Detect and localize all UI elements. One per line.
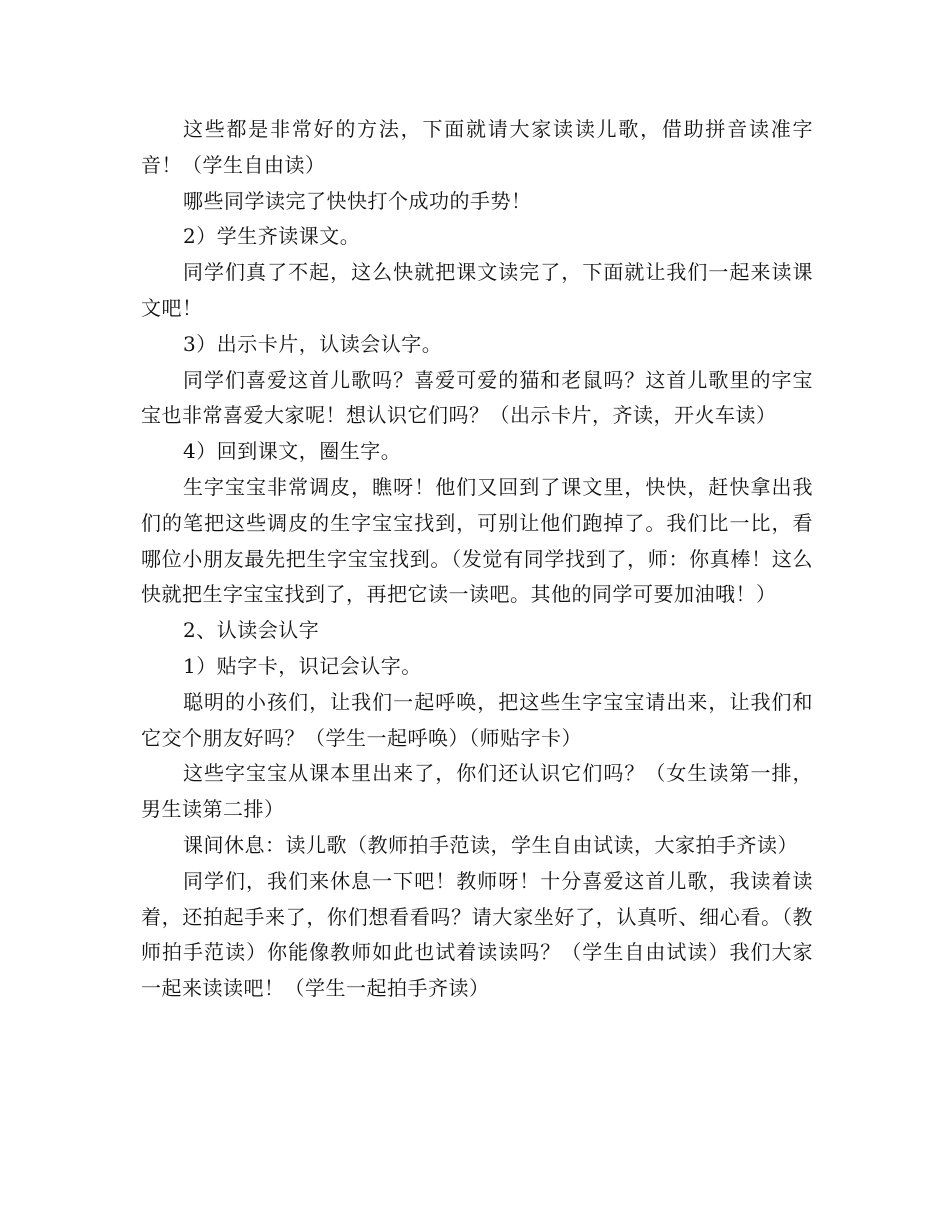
paragraph: 1）贴字卡，识记会认字。 bbox=[183, 653, 422, 678]
paragraph: 2）学生齐读课文。 bbox=[183, 224, 361, 249]
paragraph: 同学们真了不起，这么快就把课文读完了，下面就让我们一起来读课文吧！ bbox=[141, 260, 813, 320]
paragraph: 同学们，我们来休息一下吧！教师呀！十分喜爱这首儿歌，我读着读着，还拍起手来了，你们想看看吗？请大家坐好了，认真听、细心看。（教师拍手范读）你能像教师如此也试着读读吗？（学生自由试读）我们大家一起来读读吧！（学生一起拍手齐读） bbox=[141, 868, 813, 1001]
paragraph: 这些字宝宝从课本里出来了，你们还认识它们吗？（女生读第一排，男生读第二排） bbox=[141, 761, 813, 822]
document-page bbox=[141, 112, 813, 1007]
paragraph: 这些都是非常好的方法，下面就请大家读读儿歌，借助拼音读准字音！（学生自由读） bbox=[141, 117, 813, 177]
paragraph: 哪些同学读完了快快打个成功的手势！ bbox=[183, 188, 532, 213]
paragraph: 课间休息：读儿歌（教师拍手范读，学生自由试读，大家拍手齐读） bbox=[183, 832, 798, 857]
paragraph: 生字宝宝非常调皮，瞧呀！他们又回到了课文里，快快，赶快拿出我们的笔把这些调皮的生字宝宝找到，可别让他们跑掉了。我们比一比，看哪位小朋友最先把生字宝宝找到。（发觉有同学找到了，师：你真棒！这么快就把生字宝宝找到了，再把它读一读吧。其他的同学可要加油哦！） bbox=[141, 474, 813, 607]
paragraph: 2、认读会认字 bbox=[183, 618, 320, 643]
paragraph: 同学们喜爱这首儿歌吗？喜爱可爱的猫和老鼠吗？这首儿歌里的字宝宝也非常喜爱大家呢！想认识它们吗？（出示卡片，齐读，开火车读） bbox=[141, 367, 813, 428]
paragraph: 聪明的小孩们，让我们一起呼唤，把这些生字宝宝请出来，让我们和它交个朋友好吗？（学生一起呼唤）（师贴字卡） bbox=[141, 689, 813, 750]
paragraph: 3）出示卡片，认读会认字。 bbox=[183, 331, 443, 356]
paragraph: 4）回到课文，圈生字。 bbox=[183, 439, 402, 464]
